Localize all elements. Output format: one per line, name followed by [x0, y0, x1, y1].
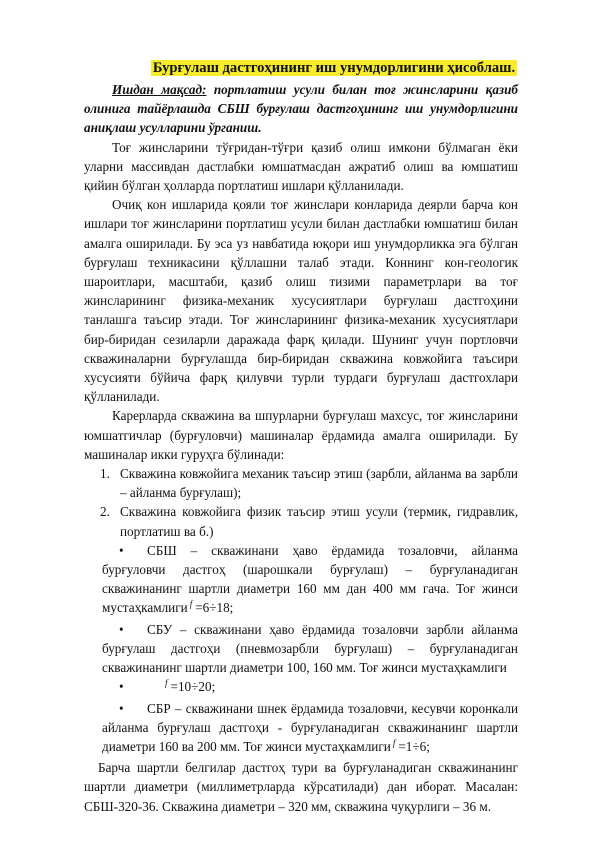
- strength-value: =6÷18;: [195, 600, 234, 616]
- bullet-text: СБУ – скважинани ҳаво ёрдамида тозаловчи зарбли айланма бурғулаш дастгоҳи (пневмозарбли бурғулаш) – бурғуланадиган скважинанинг шартли диаметри 100, 160 мм. Тоғ жинси мустаҳкамлиги: [102, 621, 518, 676]
- numbered-item-number: 2.: [100, 504, 110, 520]
- paragraph-1: Тоғ жинсларини тўғридан-тўғри қазиб олиш имкони бўлмаган ёки уларни массивдан дастлабки юмшатмасдан ажратиб олиш ва юмшатиш қийин бўлган ҳолларда портлатиш ишлари қўлланилади.: [84, 139, 518, 194]
- numbered-item-1: [84, 464, 518, 502]
- bullet-icon: •: [119, 700, 124, 716]
- bullet-icon: •: [119, 542, 124, 558]
- numbered-item-number: 1.: [100, 466, 110, 482]
- bullet-icon: •: [119, 621, 124, 637]
- goal-text: портлатиш усули билан тоғ жинсларини қазиб олинига тайёрлашда СБШ бурғулаш дастгоҳининг иш унумдорлигини аниқлаш усулларини ўрганиш.: [84, 82, 518, 136]
- bullet-text: СБР – скважинани шнек ёрдамида тозаловчи, кесувчи коронкали айланма бурғулаш дастгоҳи - бурғуланадиган скважинанинг шартли диаметри 160 ва 200 мм. Тоғ жинси мустаҳкамлиги: [102, 700, 518, 754]
- bullet-item-sbsh: [84, 541, 518, 620]
- f-symbol: f: [189, 599, 193, 610]
- document-body: [84, 80, 518, 816]
- closing-paragraph: Барча шартли белгилар дастгоҳ тури ва бурғуланадиган скважинанинг шартли диаметри (миллиметрларда кўрсатилади) дан иборат. Масалан: СБШ-320-36. Скважина диаметри – 320 мм, скважина чуқурлиги – 36 м.: [84, 760, 518, 814]
- bullet-icon: •: [119, 679, 124, 695]
- numbered-item-2: [84, 502, 518, 540]
- title-text: Бурғулаш дастгоҳининг иш унумдорлигини ҳисоблаш.: [152, 60, 516, 76]
- strength-value: =1÷6;: [398, 738, 430, 754]
- f-symbol: f: [392, 737, 396, 748]
- numbered-item-text: Скважина ковжойига физик таъсир этиш усули (термик, гидравлик, портлатиш ва б.): [120, 504, 518, 539]
- numbered-list: [84, 464, 518, 541]
- f-symbol: f: [165, 678, 168, 689]
- bullet-item-sbu-strength: [84, 677, 518, 698]
- goal-paragraph: [84, 80, 518, 138]
- goal-label: Ишдан мақсад:: [112, 82, 207, 97]
- paragraph-3: Карерларда скважина ва шпурларни бурғулаш махсус, тоғ жинсларини юмшатгичлар (бурғуловчи) машиналар ёрдамида амалга оширилади. Бу машиналар икки гуруҳга бўлинади:: [84, 408, 518, 462]
- bullet-text: СБШ – скважинани ҳаво ёрдамида тозаловчи, айланма бурғуловчи дастгоҳ (шарошкали бурғулаш) – бурғуланадиган скважинанинг шартли диаметри 160 мм дан 400 мм гача. Тоғ жинси мустаҳкамлиги: [102, 542, 518, 616]
- numbered-item-text: Скважина ковжойига механик таъсир этиш (зарбли, айланма ва зарбли – айланма бурғулаш);: [120, 466, 518, 501]
- strength-value: =10÷20;: [170, 679, 216, 695]
- page-title: [134, 58, 534, 78]
- bullet-item-sbr: [84, 699, 518, 759]
- paragraph-2: Очиқ кон ишларида қояли тоғ жинслари конларида деярли барча кон ишлари тоғ жинсларини портлатиш усули билан дастлабки юмшатиш билан амалга оширилади. Бу эса уз навбатида юқори иш унумдорликка эга бўлган бурғулаш техникасини қўллашни талаб этади. Коннинг кон-геологик шароитлари, масштаби, қазиб олиш тизими параметрлари ва тоғ жинсларининг физика-механик хусусиятлари бурғулаш дастгоҳини танлашга таъсир этади. Тоғ жинсларининг физика-механик хусусиятлари бир-биридан сезиларли даражада фарқ қилади. Шунинг учун портловчи скважиналарни бурғулашда бир-биридан скважина ковжойига таъсири хусусияти бўйича фарқ қилувчи турли турдаги бурғулаш дастгохлари қўлланилади.: [84, 197, 518, 405]
- bullet-item-sbu: [84, 620, 518, 678]
